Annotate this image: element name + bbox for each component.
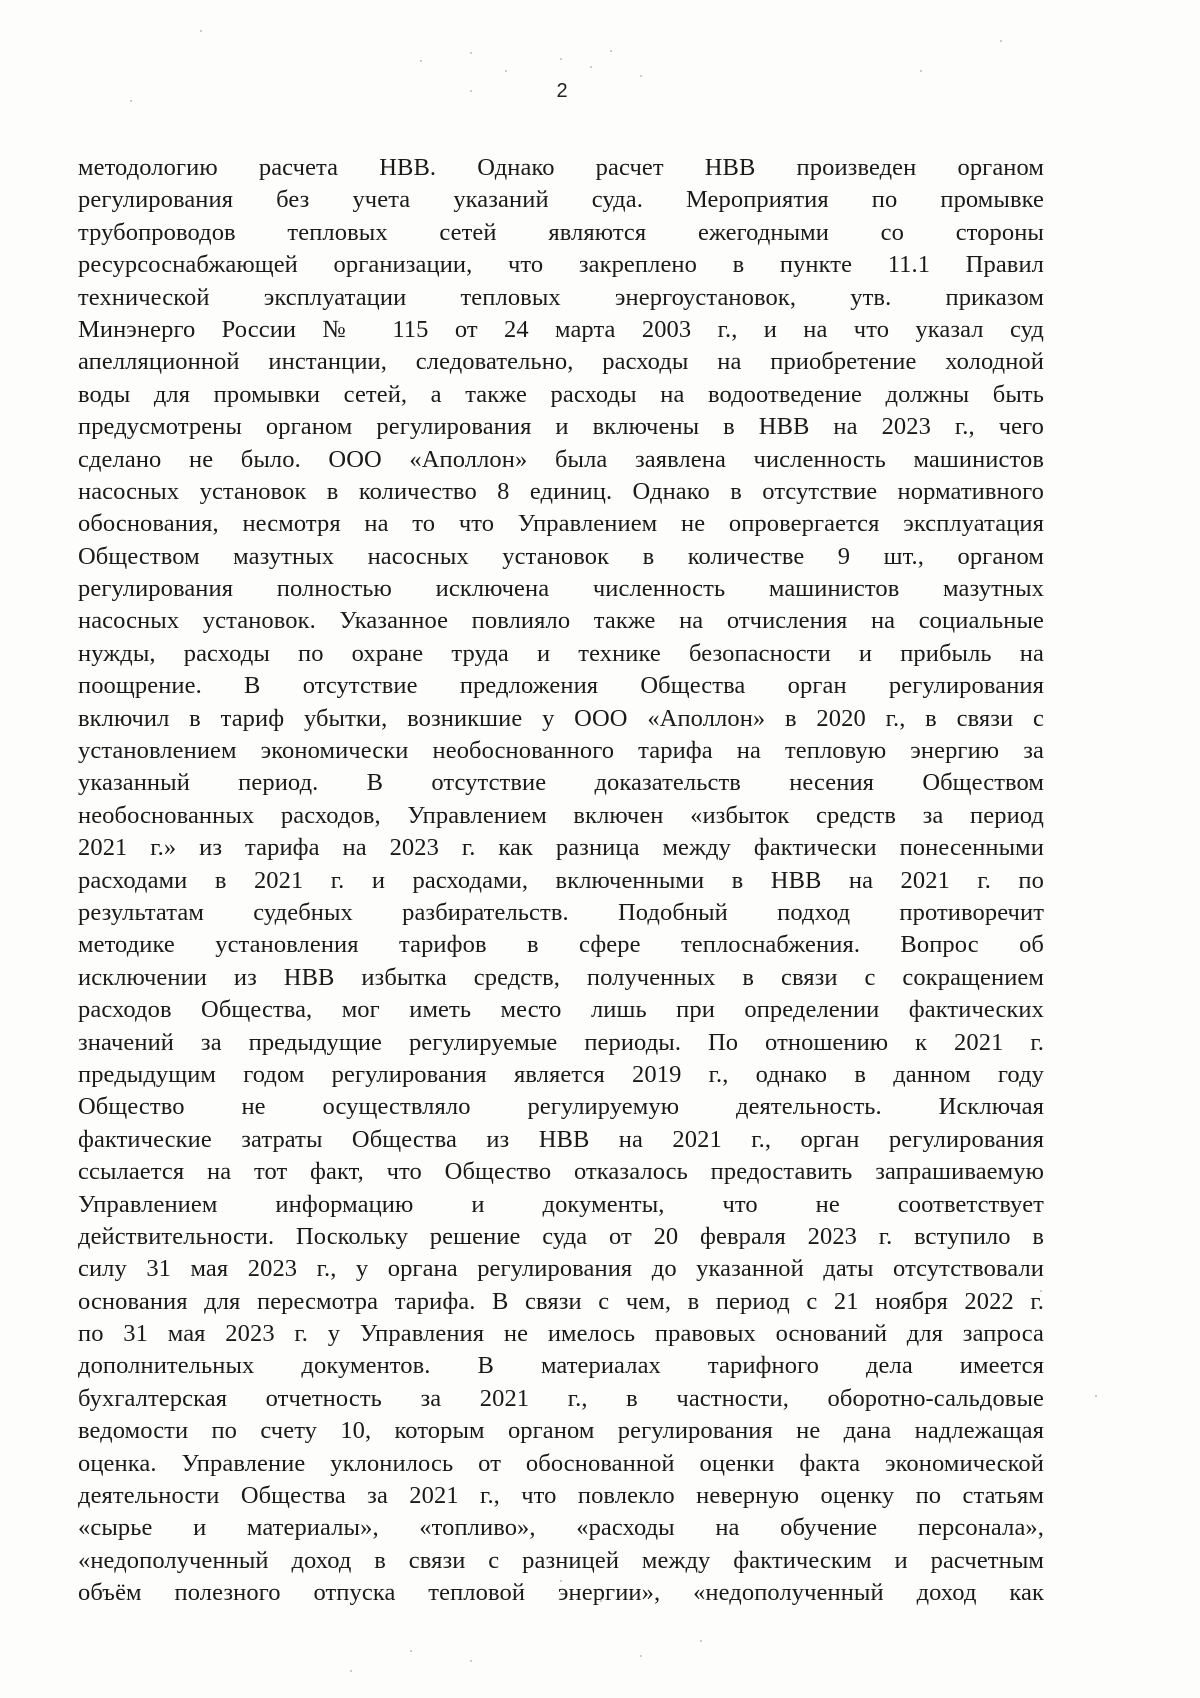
text-line: предыдущим годом регулирования является 2019 г., однако в данном году <box>78 1060 1044 1088</box>
text-line: основания для пересмотра тарифа. В связи с чем, в период с 21 ноября 2022 г. <box>78 1287 1044 1315</box>
page-number: 2 <box>556 80 568 102</box>
text-line: «сырье и материалы», «топливо», «расходы на обучение персонала», <box>78 1514 1044 1542</box>
text-line: методике установления тарифов в сфере теплоснабжения. Вопрос об <box>78 931 1044 959</box>
text-line: силу 31 мая 2023 г., у органа регулирования до указанной даты отсутствовали <box>78 1255 1044 1283</box>
text-line: объём полезного отпуска тепловой энергии», «недополученный доход как <box>78 1579 1044 1607</box>
text-line: методологию расчета НВВ. Однако расчет НВВ произведен органом <box>78 154 1044 181</box>
text-line: обоснования, несмотря на то что Управлением не опровергается эксплуатация <box>78 510 1044 538</box>
text-line: ссылается на тот факт, что Общество отказалось предоставить запрашиваемую <box>78 1158 1044 1186</box>
text-line: дополнительных документов. В материалах тарифного дела имеется <box>78 1352 1044 1380</box>
text-line: регулирования полностью исключена численность машинистов мазутных <box>78 575 1044 603</box>
text-line: действительности. Поскольку решение суда от 20 февраля 2023 г. вступило в <box>78 1222 1044 1250</box>
text-line: апелляционной инстанции, следовательно, расходы на приобретение холодной <box>78 348 1044 376</box>
text-line: ведомости по счету 10, которым органом регулирования не дана надлежащая <box>78 1417 1044 1445</box>
text-line: по 31 мая 2023 г. у Управления не имелось правовых оснований для запроса <box>78 1320 1044 1348</box>
text-line: технической эксплуатации тепловых энергоустановок, утв. приказом <box>78 283 1044 311</box>
text-line: Общество не осуществляло регулируемую деятельность. Исключая <box>78 1093 1044 1121</box>
text-line: предусмотрены органом регулирования и включены в НВВ на 2023 г., чего <box>78 413 1044 441</box>
text-line: Обществом мазутных насосных установок в количестве 9 шт., органом <box>78 542 1044 570</box>
text-line: насосных установок в количество 8 единиц. Однако в отсутствие нормативного <box>78 477 1044 505</box>
text-line: ресурсоснабжающей организации, что закреплено в пункте 11.1 Правил <box>78 251 1044 279</box>
text-line: деятельности Общества за 2021 г., что повлекло неверную оценку по статьям <box>78 1482 1044 1510</box>
text-line: оценка. Управление уклонилось от обоснованной оценки факта экономической <box>78 1449 1044 1477</box>
text-line: фактические затраты Общества из НВВ на 2021 г., орган регулирования <box>78 1125 1044 1153</box>
text-line: Минэнерго России № 115 от 24 марта 2003 г., и на что указал суд <box>78 315 1044 343</box>
text-line: сделано не было. ООО «Аполлон» была заявлена численность машинистов <box>78 445 1044 473</box>
text-line: указанный период. В отсутствие доказательств несения Обществом <box>78 769 1044 797</box>
text-line: трубопроводов тепловых сетей являются ежегодными со стороны <box>78 218 1044 246</box>
text-line: исключении из НВВ избытка средств, полученных в связи с сокращением <box>78 963 1044 991</box>
text-line: установлением экономически необоснованного тарифа на тепловую энергию за <box>78 737 1044 765</box>
text-line: расходов Общества, мог иметь место лишь при определении фактических <box>78 996 1044 1024</box>
text-line: значений за предыдущие регулируемые периоды. По отношению к 2021 г. <box>78 1028 1044 1056</box>
text-line: включил в тариф убытки, возникшие у ООО «Аполлон» в 2020 г., в связи с <box>78 704 1044 732</box>
text-line: расходами в 2021 г. и расходами, включенными в НВВ на 2021 г. по <box>78 866 1044 894</box>
text-line: насосных установок. Указанное повлияло также на отчисления на социальные <box>78 607 1044 635</box>
text-line: Управлением информацию и документы, что не соответствует <box>78 1190 1044 1218</box>
text-line: нужды, расходы по охране труда и технике безопасности и прибыль на <box>78 639 1044 667</box>
text-line: 2021 г.» из тарифа на 2023 г. как разница между фактически понесенными <box>78 834 1044 862</box>
text-line: бухгалтерская отчетность за 2021 г., в частности, оборотно-сальдовые <box>78 1384 1044 1412</box>
document-body <box>78 152 1044 1610</box>
text-line: необоснованных расходов, Управлением включен «избыток средств за период <box>78 801 1044 829</box>
text-line: регулирования без учета указаний суда. Мероприятия по промывке <box>78 186 1044 214</box>
text-line: поощрение. В отсутствие предложения Общества орган регулирования <box>78 672 1044 700</box>
text-line: воды для промывки сетей, а также расходы на водоотведение должны быть <box>78 380 1044 408</box>
text-line: результатам судебных разбирательств. Подобный подход противоречит <box>78 898 1044 926</box>
text-line: «недополученный доход в связи с разницей между фактическим и расчетным <box>78 1546 1044 1574</box>
